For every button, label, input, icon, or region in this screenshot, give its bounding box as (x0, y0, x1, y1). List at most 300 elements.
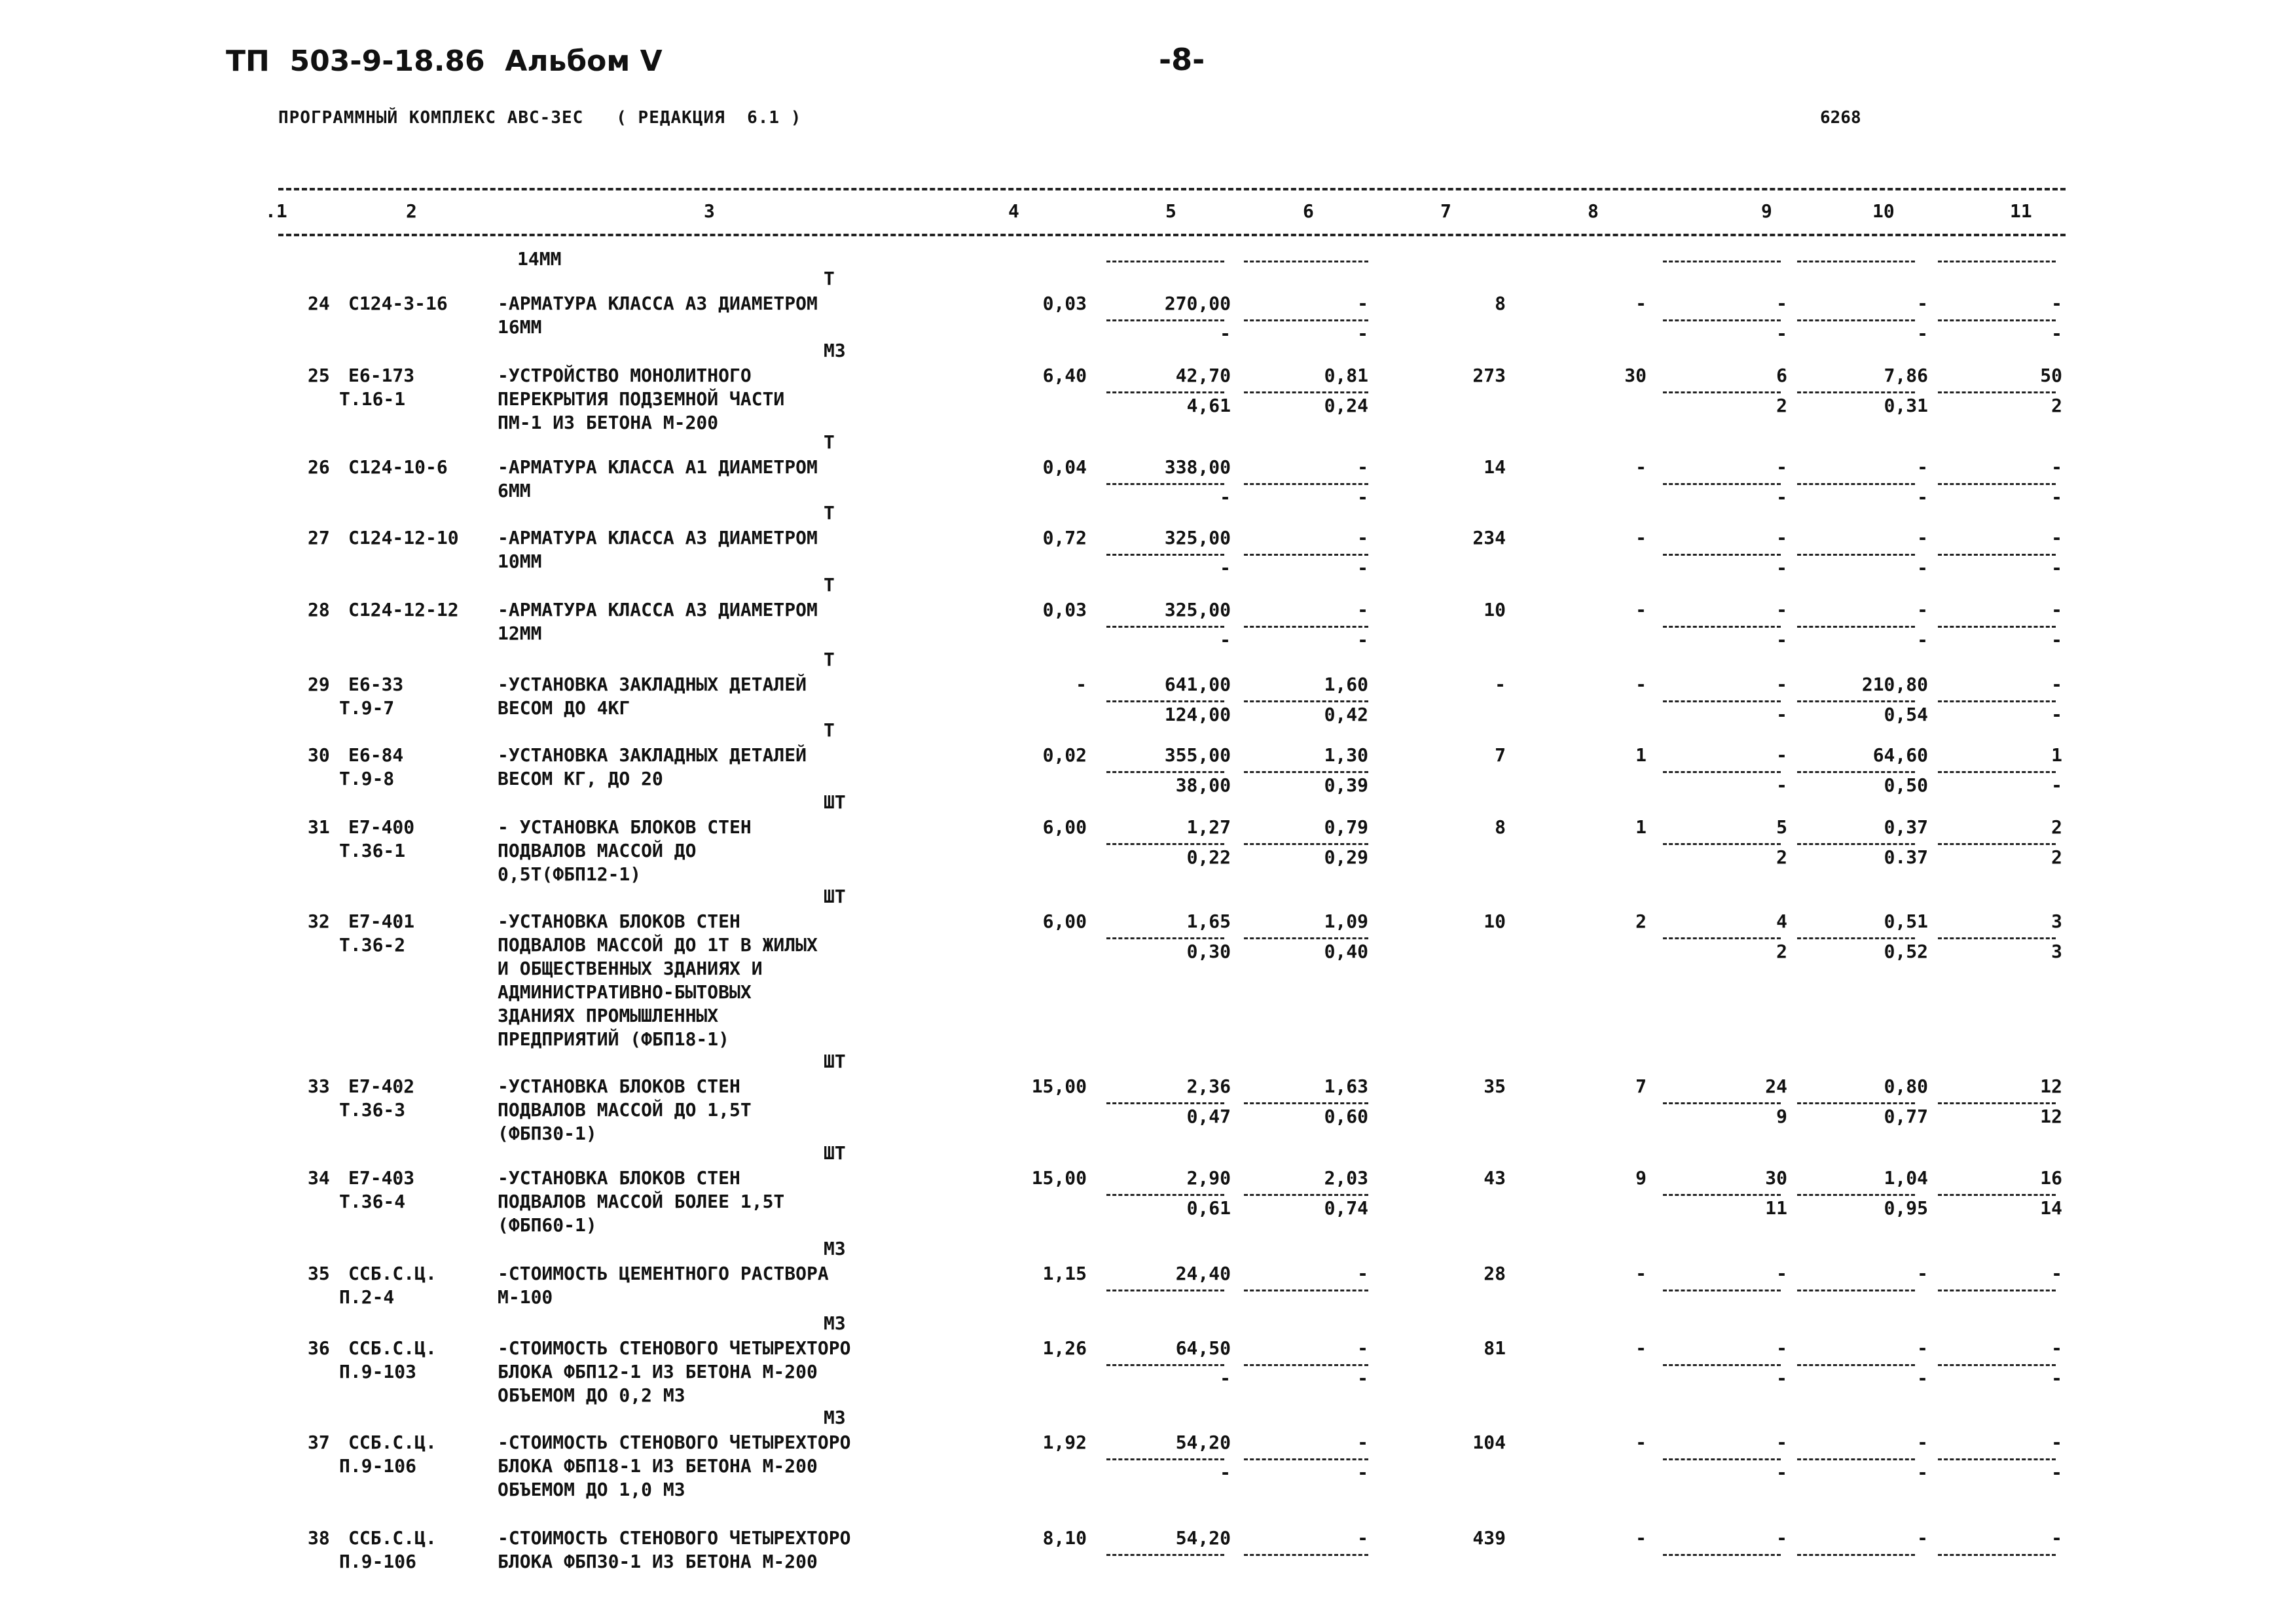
cell-rule (1244, 626, 1368, 628)
cell-rule (1244, 483, 1368, 485)
cell-rule (1938, 1194, 2056, 1196)
col5-second-value: - (1220, 629, 1231, 651)
col11-second-value: 12 (2040, 1106, 2062, 1127)
cell-rule (1663, 483, 1781, 485)
column-header-6: 6 (1303, 200, 1314, 222)
row-unit: ШТ (824, 1051, 846, 1072)
row-code: ССБ.С.Ц. (348, 1432, 437, 1453)
col10-value: - (1917, 456, 1928, 478)
col4-value: 15,00 (1031, 1075, 1087, 1097)
row-number: 38 (308, 1527, 330, 1549)
col11-second-value: - (2051, 323, 2062, 344)
col4-value: 0,03 (1042, 599, 1087, 621)
col11-value: - (2051, 1527, 2062, 1549)
col8-value: 7 (1635, 1075, 1647, 1097)
col9-value: - (1776, 1432, 1787, 1453)
col9-second-value: - (1776, 486, 1787, 508)
row-unit: Т (824, 574, 835, 596)
row-code: Е6-173 (348, 365, 415, 386)
cell-rule (1797, 937, 1915, 939)
col5-value: 1,65 (1186, 911, 1231, 932)
col9-second-value: 9 (1776, 1106, 1787, 1127)
row-number: 31 (308, 816, 330, 838)
col7-value: 81 (1484, 1337, 1506, 1359)
col10-second-value: - (1917, 557, 1928, 579)
cell-rule (1106, 843, 1224, 845)
column-header-1: .1 (265, 200, 287, 222)
col10-value: - (1917, 1263, 1928, 1284)
col5-value: 54,20 (1175, 1432, 1231, 1453)
col11-value: - (2051, 293, 2062, 314)
col11-value: 2 (2051, 816, 2062, 838)
cell-rule (1938, 1554, 2056, 1556)
row-number: 27 (308, 527, 330, 549)
col9-second-value: 11 (1765, 1197, 1787, 1219)
col4-value: 8,10 (1042, 1527, 1087, 1549)
cell-rule (1797, 1554, 1915, 1556)
col11-value: - (2051, 1263, 2062, 1284)
row-code: Т.36-3 (339, 1099, 406, 1121)
col10-second-value: 0,50 (1884, 774, 1928, 796)
row-description: -СТОИМОСТЬ СТЕНОВОГО ЧЕТЫРЕХТОРО (498, 1337, 851, 1359)
col10-second-value: 0,52 (1884, 941, 1928, 962)
row-unit: ШТ (824, 886, 846, 907)
row-code: ССБ.С.Ц. (348, 1337, 437, 1359)
column-header-7: 7 (1440, 200, 1451, 222)
page-number: -8- (1159, 42, 1205, 77)
cell-rule (1106, 771, 1224, 773)
row-description: -АРМАТУРА КЛАССА А3 ДИАМЕТРОМ (498, 527, 818, 549)
cell-rule (1797, 700, 1915, 702)
col4-value: 1,26 (1042, 1337, 1087, 1359)
col8-value: 30 (1624, 365, 1647, 386)
col10-second-value: 0,54 (1884, 704, 1928, 725)
col11-second-value: 3 (2051, 941, 2062, 962)
col6-value: - (1357, 1337, 1368, 1359)
row-description: 6ММ (498, 480, 531, 501)
cell-rule (1797, 483, 1915, 485)
col5-value: 54,20 (1175, 1527, 1231, 1549)
col9-value: 5 (1776, 816, 1787, 838)
col10-value: 7,86 (1884, 365, 1928, 386)
row-description: - УСТАНОВКА БЛОКОВ СТЕН (498, 816, 752, 838)
col10-value: 210,80 (1861, 674, 1928, 695)
col10-value: - (1917, 1432, 1928, 1453)
column-header-11: 11 (2010, 200, 2032, 222)
row-unit: М3 (824, 1238, 846, 1259)
col6-value: 1,60 (1324, 674, 1368, 695)
col6-second-value: 0,24 (1324, 395, 1368, 416)
row-number: 30 (308, 744, 330, 766)
cell-rule (1106, 483, 1224, 485)
row-unit: Т (824, 431, 835, 453)
col5-value: 355,00 (1164, 744, 1231, 766)
col10-value: 64,60 (1872, 744, 1928, 766)
row-description: ПОДВАЛОВ МАССОЙ БОЛЕЕ 1,5Т (498, 1191, 785, 1212)
col10-value: - (1917, 599, 1928, 621)
cell-rule (1244, 1554, 1368, 1556)
cell-rule (1938, 626, 2056, 628)
cell-rule (1797, 1290, 1915, 1291)
row-description: БЛОКА ФБП30-1 ИЗ БЕТОНА М-200 (498, 1551, 818, 1572)
col7-value: 8 (1495, 816, 1506, 838)
column-header-3: 3 (704, 200, 715, 222)
col5-second-value: 0,22 (1186, 846, 1231, 868)
col7-value: 104 (1472, 1432, 1506, 1453)
cell-rule (1938, 843, 2056, 845)
row-code: С124-3-16 (348, 293, 448, 314)
col9-value: - (1776, 456, 1787, 478)
col8-value: - (1635, 1527, 1647, 1549)
col7-value: 8 (1495, 293, 1506, 314)
col6-second-value: 0,40 (1324, 941, 1368, 962)
col7-value: 35 (1484, 1075, 1506, 1097)
row-code: Е7-400 (348, 816, 415, 838)
row-unit: Т (824, 268, 835, 289)
col11-second-value: 14 (2040, 1197, 2062, 1219)
col9-second-value: - (1776, 1462, 1787, 1483)
cell-rule (1797, 1364, 1915, 1366)
col4-value: 15,00 (1031, 1167, 1087, 1189)
cell-rule (1663, 700, 1781, 702)
row-code: Е6-33 (348, 674, 404, 695)
row-description: -АРМАТУРА КЛАССА А1 ДИАМЕТРОМ (498, 456, 818, 478)
cell-rule (1244, 319, 1368, 321)
row-description: АДМИНИСТРАТИВНО-БЫТОВЫХ (498, 981, 752, 1003)
row-number: 26 (308, 456, 330, 478)
column-header-2: 2 (406, 200, 417, 222)
col9-second-value: - (1776, 323, 1787, 344)
col4-value: - (1076, 674, 1087, 695)
cell-rule (1106, 1102, 1224, 1104)
col5-second-value: 4,61 (1186, 395, 1231, 416)
col7-value: 43 (1484, 1167, 1506, 1189)
cell-rule (1244, 700, 1368, 702)
col7-value: 273 (1472, 365, 1506, 386)
col6-value: 1,09 (1324, 911, 1368, 932)
col5-second-value: - (1220, 1462, 1231, 1483)
col5-value: 641,00 (1164, 674, 1231, 695)
col10-second-value: - (1917, 1462, 1928, 1483)
col11-second-value: - (2051, 774, 2062, 796)
col5-value: 2,36 (1186, 1075, 1231, 1097)
col4-value: 6,00 (1042, 911, 1087, 932)
row-code: П.9-106 (339, 1551, 417, 1572)
col7-value: 10 (1484, 599, 1506, 621)
col7-value: 10 (1484, 911, 1506, 932)
row-code: Е7-401 (348, 911, 415, 932)
row-unit: Т (824, 502, 835, 524)
cell-rule (1938, 1102, 2056, 1104)
col10-value: - (1917, 527, 1928, 549)
row-description: -УСТАНОВКА БЛОКОВ СТЕН (498, 1075, 740, 1097)
col8-value: 9 (1635, 1167, 1647, 1189)
col9-second-value: - (1776, 629, 1787, 651)
row-code: Т.36-1 (339, 840, 406, 861)
column-header-5: 5 (1165, 200, 1176, 222)
cell-rule (1663, 391, 1781, 393)
col5-second-value: 38,00 (1175, 774, 1231, 796)
col9-value: - (1776, 1263, 1787, 1284)
col10-value: 0,51 (1884, 911, 1928, 932)
col9-second-value: 2 (1776, 941, 1787, 962)
row-code: С124-10-6 (348, 456, 448, 478)
cell-rule (1106, 1364, 1224, 1366)
col5-second-value: - (1220, 486, 1231, 508)
col6-value: - (1357, 1432, 1368, 1453)
cell-rule (1797, 319, 1915, 321)
cell-rule (1106, 1194, 1224, 1196)
col9-second-value: - (1776, 774, 1787, 796)
program-line: ПРОГРАММНЫЙ КОМПЛЕКС АВС-ЗЕС ( РЕДАКЦИЯ 6.1 ) (278, 108, 802, 128)
cell-rule (1244, 554, 1368, 556)
col10-value: 0,80 (1884, 1075, 1928, 1097)
cell-rule (1106, 391, 1224, 393)
col6-second-value: - (1357, 323, 1368, 344)
row-description: ПОДВАЛОВ МАССОЙ ДО 1Т В ЖИЛЫХ (498, 934, 818, 956)
cell-rule (1244, 391, 1368, 393)
cell-rule (1106, 626, 1224, 628)
row-code: С124-12-12 (348, 599, 459, 621)
col8-value: - (1635, 1432, 1647, 1453)
row-code: Е7-402 (348, 1075, 415, 1097)
col9-value: - (1776, 527, 1787, 549)
column-header-9: 9 (1761, 200, 1772, 222)
col6-second-value: 0,74 (1324, 1197, 1368, 1219)
cell-rule (1663, 1290, 1781, 1291)
col8-value: 1 (1635, 744, 1647, 766)
col11-second-value: - (2051, 557, 2062, 579)
row-code: Т.9-8 (339, 768, 395, 789)
col4-value: 0,72 (1042, 527, 1087, 549)
cell-rule (1938, 1364, 2056, 1366)
row-unit: ШТ (824, 791, 846, 813)
col8-value: - (1635, 599, 1647, 621)
col9-second-value: - (1776, 704, 1787, 725)
cell-rule (1663, 843, 1781, 845)
col7-value: 28 (1484, 1263, 1506, 1284)
row-number: 35 (308, 1263, 330, 1284)
col5-second-value: 0,47 (1186, 1106, 1231, 1127)
row-description: -УСТАНОВКА ЗАКЛАДНЫХ ДЕТАЛЕЙ (498, 744, 807, 766)
col6-value: - (1357, 1527, 1368, 1549)
col5-value: 270,00 (1164, 293, 1231, 314)
col7-value: 439 (1472, 1527, 1506, 1549)
row-number: 36 (308, 1337, 330, 1359)
col10-second-value: 0.37 (1884, 846, 1928, 868)
cell-rule (1938, 1290, 2056, 1291)
col5-second-value: 124,00 (1164, 704, 1231, 725)
cell-rule (1244, 1194, 1368, 1196)
cell-rule (1797, 1194, 1915, 1196)
document-code: 6268 (1820, 108, 1861, 128)
column-header-8: 8 (1588, 200, 1599, 222)
row-unit: ШТ (824, 1142, 846, 1164)
col9-second-value: 2 (1776, 846, 1787, 868)
row-description: -УСТАНОВКА БЛОКОВ СТЕН (498, 911, 740, 932)
row-description: (ФБП60-1) (498, 1214, 597, 1236)
col6-second-value: 0,42 (1324, 704, 1368, 725)
col5-value: 64,50 (1175, 1337, 1231, 1359)
col5-second-value: - (1220, 323, 1231, 344)
col6-second-value: 0,60 (1324, 1106, 1368, 1127)
row-description: -СТОИМОСТЬ ЦЕМЕНТНОГО РАСТВОРА (498, 1263, 829, 1284)
col9-value: - (1776, 599, 1787, 621)
col6-second-value: - (1357, 1367, 1368, 1389)
cell-rule (1244, 261, 1368, 262)
col9-value: - (1776, 674, 1787, 695)
col4-value: 6,40 (1042, 365, 1087, 386)
row-number: 29 (308, 674, 330, 695)
col10-second-value: - (1917, 629, 1928, 651)
cell-rule (1106, 700, 1224, 702)
row-description: -СТОИМОСТЬ СТЕНОВОГО ЧЕТЫРЕХТОРО (498, 1527, 851, 1549)
row-code: ССБ.С.Ц. (348, 1527, 437, 1549)
col4-value: 1,92 (1042, 1432, 1087, 1453)
col7-value: 14 (1484, 456, 1506, 478)
col6-value: - (1357, 456, 1368, 478)
row-code: Т.36-2 (339, 934, 406, 956)
row-code: П.9-106 (339, 1455, 417, 1477)
cell-rule (1244, 1458, 1368, 1460)
cell-rule (1244, 843, 1368, 845)
col11-value: - (2051, 1337, 2062, 1359)
col11-value: - (2051, 1432, 2062, 1453)
col4-value: 0,04 (1042, 456, 1087, 478)
cell-rule (1938, 261, 2056, 262)
col5-value: 1,27 (1186, 816, 1231, 838)
row-description: БЛОКА ФБП12-1 ИЗ БЕТОНА М-200 (498, 1361, 818, 1382)
col6-value: 2,03 (1324, 1167, 1368, 1189)
cell-rule (1106, 261, 1224, 262)
col7-value: 234 (1472, 527, 1506, 549)
col6-second-value: 0,29 (1324, 846, 1368, 868)
cell-rule (1938, 937, 2056, 939)
col9-value: - (1776, 744, 1787, 766)
document-title: ТП 503-9-18.86 Альбом V (226, 45, 663, 78)
row-code: ССБ.С.Ц. (348, 1263, 437, 1284)
cell-rule (1663, 1458, 1781, 1460)
cell-rule (1663, 1364, 1781, 1366)
col8-value: - (1635, 1263, 1647, 1284)
table-top-rule (278, 188, 2066, 190)
cell-rule (1938, 771, 2056, 773)
col5-second-value: 0,61 (1186, 1197, 1231, 1219)
column-header-10: 10 (1872, 200, 1895, 222)
cell-rule (1663, 626, 1781, 628)
col11-value: - (2051, 674, 2062, 695)
row-unit: М3 (824, 1312, 846, 1334)
col11-value: 12 (2040, 1075, 2062, 1097)
cell-rule (1663, 261, 1781, 262)
row-unit: Т (824, 649, 835, 670)
cell-rule (1244, 937, 1368, 939)
row-number: 34 (308, 1167, 330, 1189)
row-unit: Т (824, 719, 835, 741)
row-description: БЛОКА ФБП18-1 ИЗ БЕТОНА М-200 (498, 1455, 818, 1477)
col7-value: - (1495, 674, 1506, 695)
col4-value: 6,00 (1042, 816, 1087, 838)
col9-value: - (1776, 293, 1787, 314)
row-description: ПЕРЕКРЫТИЯ ПОДЗЕМНОЙ ЧАСТИ (498, 388, 785, 410)
cell-rule (1244, 1290, 1368, 1291)
col11-second-value: 2 (2051, 846, 2062, 868)
col10-second-value: 0,31 (1884, 395, 1928, 416)
col4-value: 0,03 (1042, 293, 1087, 314)
cell-rule (1663, 1102, 1781, 1104)
row-description: И ОБЩЕСТВЕННЫХ ЗДАНИЯХ И (498, 958, 763, 979)
col6-value: - (1357, 599, 1368, 621)
col5-value: 338,00 (1164, 456, 1231, 478)
col11-second-value: - (2051, 1367, 2062, 1389)
col10-second-value: - (1917, 486, 1928, 508)
row-code: Т.36-4 (339, 1191, 406, 1212)
cell-rule (1938, 554, 2056, 556)
cell-rule (1797, 626, 1915, 628)
row-description: -УСТАНОВКА ЗАКЛАДНЫХ ДЕТАЛЕЙ (498, 674, 807, 695)
col5-second-value: - (1220, 557, 1231, 579)
col5-value: 24,40 (1175, 1263, 1231, 1284)
row-description: ОБЪЕМОМ ДО 1,0 М3 (498, 1479, 685, 1500)
col7-value: 7 (1495, 744, 1506, 766)
col9-second-value: - (1776, 557, 1787, 579)
col10-value: - (1917, 1337, 1928, 1359)
row-number: 33 (308, 1075, 330, 1097)
cell-rule (1797, 554, 1915, 556)
cell-rule (1938, 700, 2056, 702)
col11-second-value: 2 (2051, 395, 2062, 416)
row-description: М-100 (498, 1286, 553, 1308)
cell-rule (1797, 1458, 1915, 1460)
col9-value: 6 (1776, 365, 1787, 386)
row-description: ОБЪЕМОМ ДО 0,2 М3 (498, 1384, 685, 1406)
cell-rule (1244, 1364, 1368, 1366)
row-description: -АРМАТУРА КЛАССА А3 ДИАМЕТРОМ (498, 599, 818, 621)
col11-second-value: - (2051, 1462, 2062, 1483)
row-description: -УСТРОЙСТВО МОНОЛИТНОГО (498, 365, 752, 386)
col9-second-value: - (1776, 1367, 1787, 1389)
row-description: ПОДВАЛОВ МАССОЙ ДО 1,5Т (498, 1099, 752, 1121)
column-header-4: 4 (1008, 200, 1019, 222)
col9-value: - (1776, 1527, 1787, 1549)
col8-value: 1 (1635, 816, 1647, 838)
col6-second-value: 0,39 (1324, 774, 1368, 796)
col5-value: 2,90 (1186, 1167, 1231, 1189)
row-description: 0,5Т(ФБП12-1) (498, 863, 642, 885)
col11-second-value: - (2051, 704, 2062, 725)
col6-value: - (1357, 293, 1368, 314)
cell-rule (1797, 771, 1915, 773)
col9-value: 24 (1765, 1075, 1787, 1097)
col5-second-value: - (1220, 1367, 1231, 1389)
col11-value: 1 (2051, 744, 2062, 766)
cell-rule (1106, 319, 1224, 321)
cell-rule (1663, 554, 1781, 556)
cell-rule (1106, 937, 1224, 939)
col10-value: - (1917, 1527, 1928, 1549)
col9-value: 30 (1765, 1167, 1787, 1189)
cell-rule (1938, 319, 2056, 321)
col5-value: 42,70 (1175, 365, 1231, 386)
col8-value: - (1635, 456, 1647, 478)
col10-second-value: - (1917, 1367, 1928, 1389)
col10-second-value: 0,95 (1884, 1197, 1928, 1219)
row-number: 37 (308, 1432, 330, 1453)
col5-second-value: 0,30 (1186, 941, 1231, 962)
cell-rule (1938, 483, 2056, 485)
row-number: 28 (308, 599, 330, 621)
col9-value: - (1776, 1337, 1787, 1359)
